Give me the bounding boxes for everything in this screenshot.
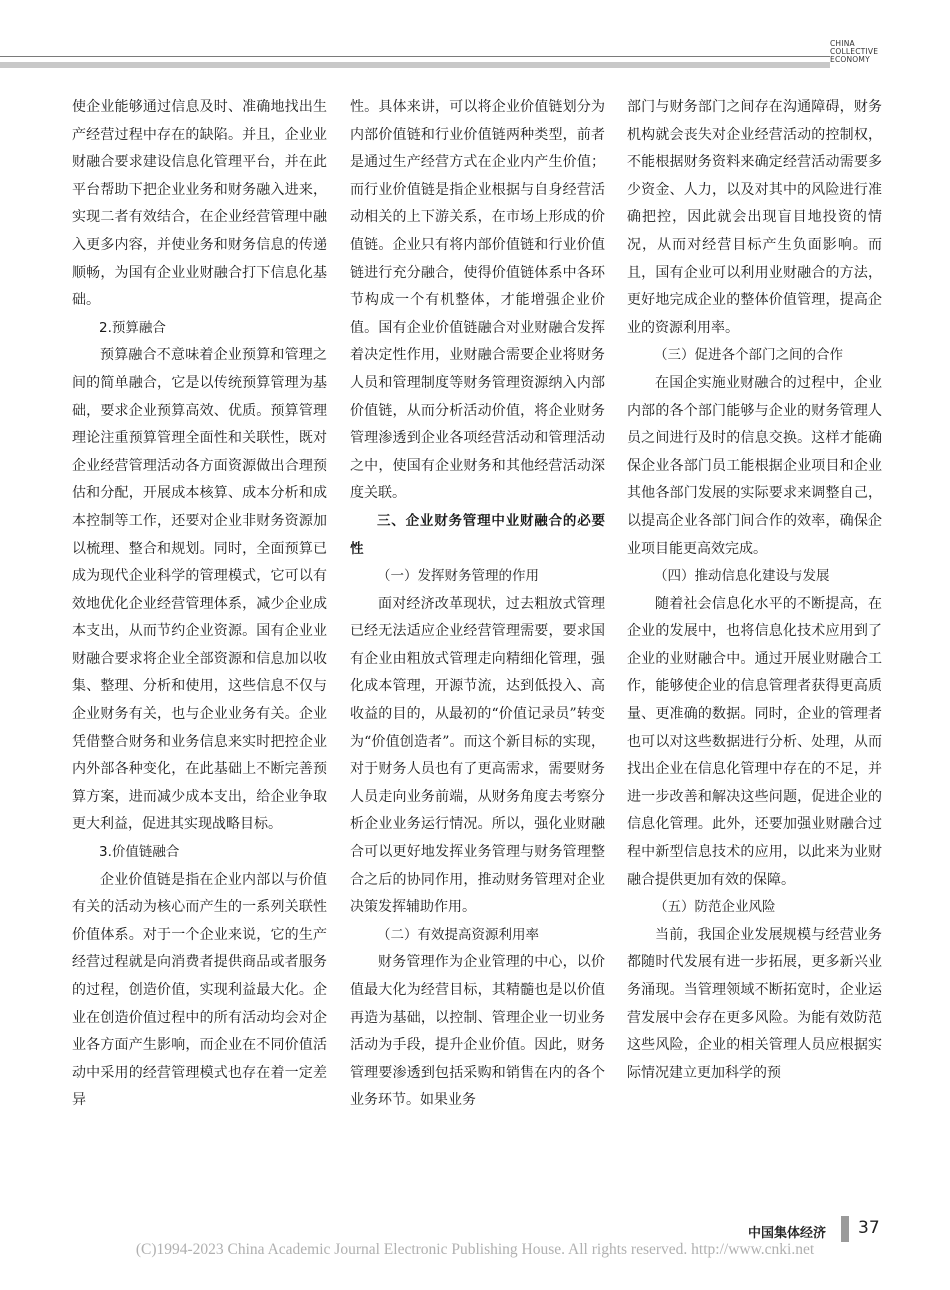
paragraph: 当前，我国企业发展规模与经营业务都随时代发展有进一步拓展，更多新兴业务涌现。当管理领域不断拓宽时，企业运营发展中会存在更多风险。为能有效防范这些风险，企业的相关管理人员应根据实际情况建立更加科学的预 [627,926,882,1081]
column-middle [350,94,605,1224]
column-left [72,94,327,1224]
page-number: 37 [858,1218,880,1238]
main-heading: 三、企业财务管理中业财融合的必要性 [350,512,605,557]
subsection-heading: （三）促进各个部门之间的合作 [654,347,843,364]
subsection-heading: （一）发挥财务管理的作用 [377,568,539,585]
logo-line: CHINA [830,39,855,48]
paragraph: 预算融合不意味着企业预算和管理之间的简单融合，它是以传统预算管理为基础，要求企业预算高效、优质。预算管理理论注重预算管理全面性和关联性，既对企业经营管理活动各方面资源做出合理预估和分配，开展成本核算、成本分析和成本控制等工作，还要对企业非财务资源加以梳理、整合和规划。同时，全面预算已成为现代企业科学的管理模式，它可以有效地优化企业经营管理体系，减少企业成本支出，从而节约企业资源。国有企业业财融合要求将企业全部资源和信息加以收集、整理、分析和使用，这些信息不仅与企业财务有关，也与企业业务有关。企业凭借整合财务和业务信息来实时把控企业内外部各种变化，在此基础上不断完善预算方案，进而减少成本支出，给企业争取更大利益，促进其实现战略目标。 [72,347,327,833]
column-right [627,94,882,1224]
paragraph: 使企业能够通过信息及时、准确地找出生产经营过程中存在的缺陷。并且，企业业财融合要求建设信息化管理平台，并在此平台帮助下把企业业务和财务融入进来，实现二者有效结合，在企业经营管理中融入更多内容，并使业务和财务信息的传递顺畅，为国有企业业财融合打下信息化基础。 [72,99,327,309]
section-heading: 2.预算融合 [99,319,166,336]
paragraph: 性。具体来讲，可以将企业价值链划分为内部价值链和行业价值链两种类型，前者是通过生产经营方式在企业内产生价值；而行业价值链是指企业根据与自身经营活动相关的上下游关系，在市场上形成的价值链。企业只有将内部价值链和行业价值链进行充分融合，使得价值链体系中各环节构成一个有机整体，才能增强企业价值。国有企业价值链融合对业财融合发挥着决定性作用，业财融合需要企业将财务人员和管理制度等财务管理资源纳入内部价值链，从而分析活动价值，将企业财务管理渗透到企业各项经营活动和管理活动之中，使国有企业财务和其他经营活动深度关联。 [350,99,605,502]
footer-journal-name: 中国集体经济 [748,1226,827,1241]
logo-line: COLLECTIVE [830,47,879,56]
subsection-heading: （五）防范企业风险 [654,899,776,916]
paragraph: 随着社会信息化水平的不断提高，在企业的发展中，也将信息化技术应用到了企业的业财融合中。通过开展业财融合工作，能够使企业的信息管理者获得更高质量、更准确的数据。同时，企业的管理者也可以对这些数据进行分析、处理，从而找出企业在信息化管理中存在的不足，并进一步改善和解决这些问题，促进企业的信息化管理。此外，还要加强业财融合过程中新型信息技术的应用，以此来为业财融合提供更加有效的保障。 [627,595,882,888]
copyright-watermark: (C)1994-2023 China Academic Journal Electronic Publishing House. All rights reserved. http://www.cnki.net [135,1241,815,1258]
footer-divider [841,1216,849,1242]
paragraph: 在国企实施业财融合的过程中，企业内部的各个部门能够与企业的财务管理人员之间进行及时的信息交换。这样才能确保企业各部门员工能根据企业项目和企业其他各部门发展的实际要求来调整自己，以提高企业各部门间合作的效率，确保企业项目能更高效完成。 [627,374,882,557]
paragraph: 面对经济改革现状，过去粗放式管理已经无法适应企业经营管理需要，要求国有企业由粗放式管理走向精细化管理，强化成本管理，开源节流，达到低投入、高收益的目的，从最初的“价值记录员”转变为“价值创造者”。而这个新目标的实现，对于财务人员也有了更高需求，需要财务人员走向业务前端，从财务角度去考察分析企业业务运行情况。所以，强化业财融合可以更好地发挥业务管理与财务管理整合之后的协同作用，推动财务管理对企业决策发挥辅助作用。 [350,595,605,916]
paragraph: 部门与财务部门之间存在沟通障碍，财务机构就会丧失对企业经营活动的控制权，不能根据财务资料来确定经营活动需要多少资金、人力，以及对其中的风险进行准确把控，因此就会出现盲目地投资的情况，从而对经营目标产生负面影响。而且，国有企业可以利用业财融合的方法，更好地完成企业的整体价值管理，提高企业的资源利用率。 [627,99,882,336]
header-rule [0,56,830,57]
paragraph: 企业价值链是指在企业内部以与价值有关的活动为核心而产生的一系列关联性价值体系。对于一个企业来说，它的生产经营过程就是向消费者提供商品或者服务的过程，创造价值，实现利益最大化。企业在创造价值过程中的所有活动均会对企业各方面产生影响，而企业在不同价值活动中采用的经营管理模式也存在着一定差异 [72,871,327,1109]
paragraph: 财务管理作为企业管理的中心，以价值最大化为经营目标，其精髓也是以价值再造为基础，以控制、管理企业一切业务活动为手段，提升企业价值。因此，财务管理要渗透到包括采购和销售在内的各个业务环节。如果业务 [350,954,605,1109]
subsection-heading: （二）有效提高资源利用率 [377,926,539,943]
header-bar [0,62,830,68]
section-heading: 3.价值链融合 [99,844,180,861]
subsection-heading: （四）推动信息化建设与发展 [654,568,830,585]
journal-logo [830,40,910,64]
logo-line: ECONOMY [830,55,870,64]
